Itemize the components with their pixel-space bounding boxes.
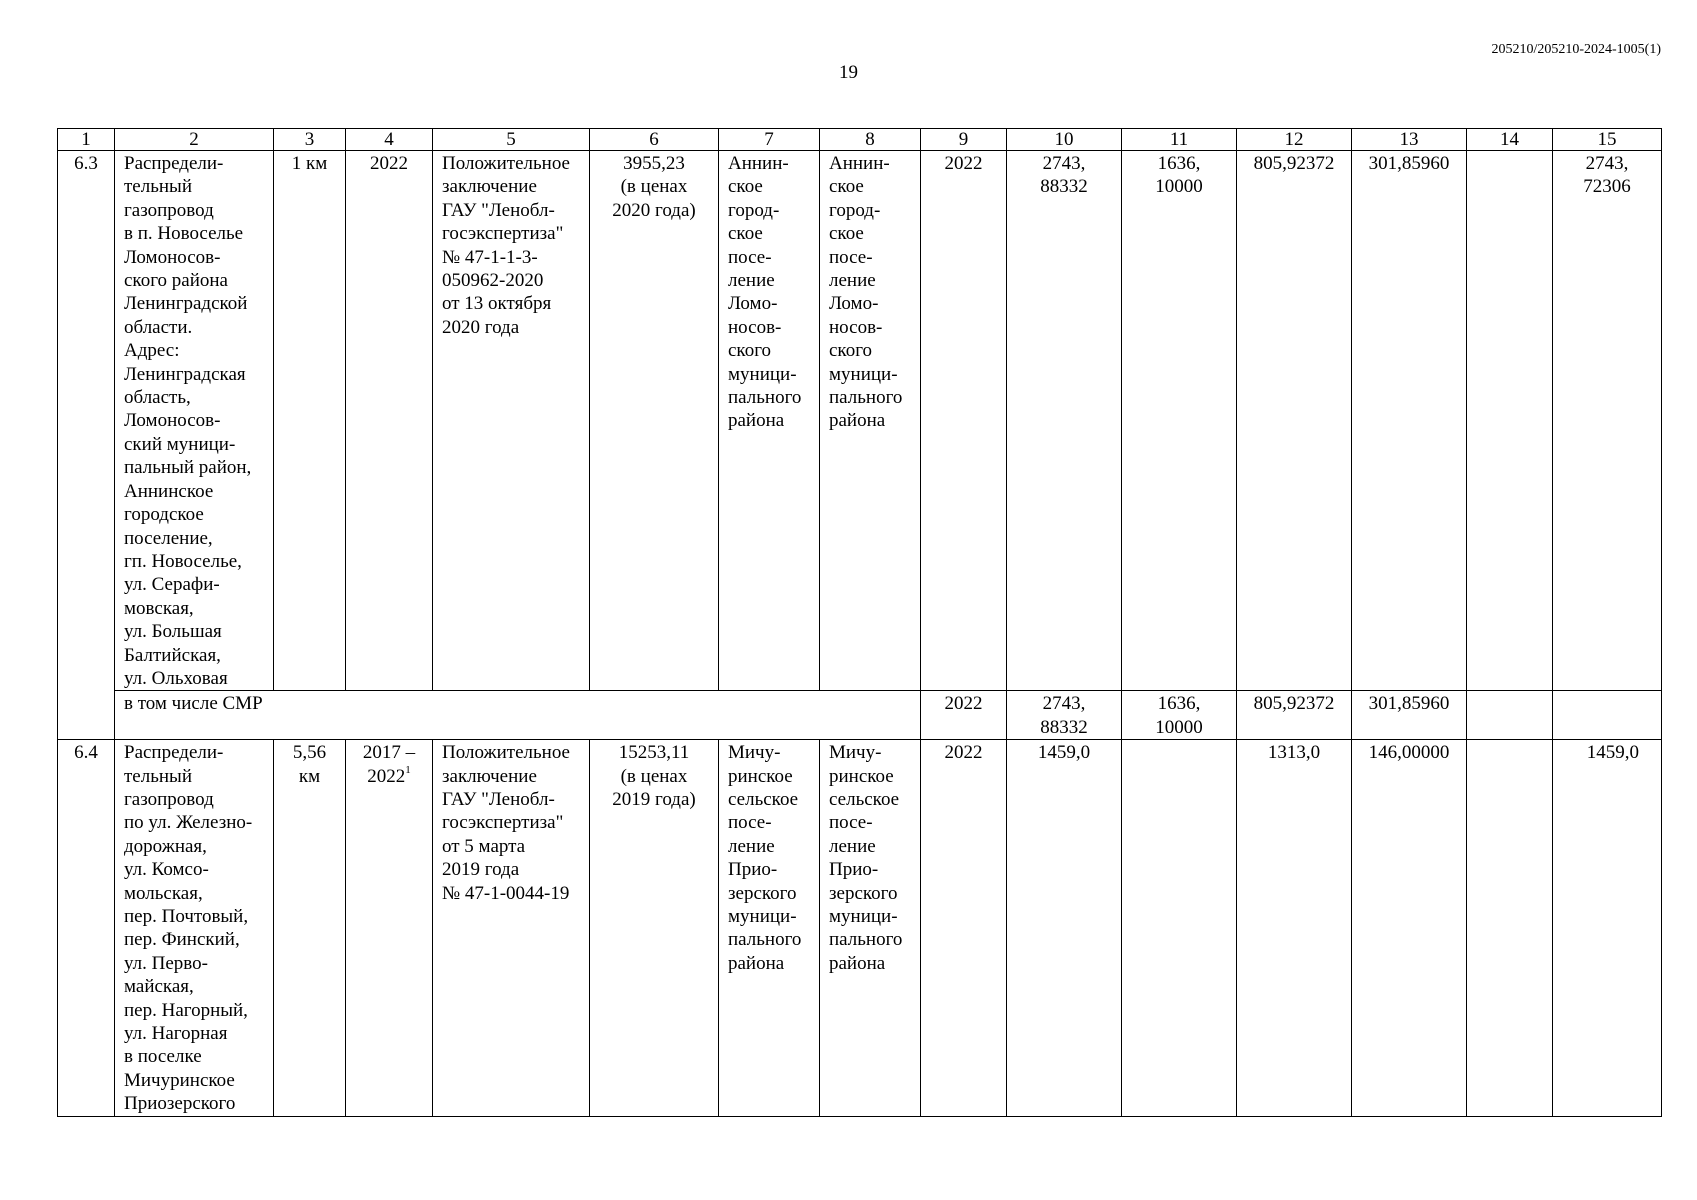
expertise: Положительное заключение ГАУ "Ленобл- госэкспертиза" № 47-1-1-3- 050962-2020 от 13 октября 2020 года [433, 151, 590, 691]
municipality: Аннин- ское город- ское посе- ление Ломо- носов- ского муници- пального района [719, 151, 820, 691]
document-code: 205210/205210-2024-1005(1) [1491, 42, 1661, 57]
municipality: Мичу- ринское сельское посе- ление Прио- зерского муници- пального района [719, 740, 820, 1117]
period-line: 2022 [367, 765, 406, 787]
col-header: 9 [921, 129, 1007, 151]
value-col11: 1636, 10000 [1122, 151, 1237, 691]
year: 2022 [921, 691, 1007, 740]
col-header: 6 [590, 129, 719, 151]
row-number: 6.4 [58, 740, 115, 1117]
municipality: Аннин- ское город- ское посе- ление Ломо- носов- ского муници- пального района [820, 151, 921, 691]
year: 2022 [921, 151, 1007, 691]
col-header: 7 [719, 129, 820, 151]
col-header: 14 [1467, 129, 1553, 151]
col-header: 5 [433, 129, 590, 151]
smr-label: в том числе СМР [115, 691, 921, 740]
value-col11 [1122, 740, 1237, 1117]
row-number: 6.3 [58, 151, 115, 740]
value-col15: 2743, 72306 [1553, 151, 1662, 691]
municipality: Мичу- ринское сельское посе- ление Прио- зерского муници- пального района [820, 740, 921, 1117]
capacity: 1 км [274, 151, 346, 691]
object-name: Распредели- тельный газопровод по ул. Железно- дорожная, ул. Комсо- мольская, пер. Почтовый, пер. Финский, ул. Перво- майская, пер. Нагорный, ул. Нагорная в поселке Мичуринское Приозерского [115, 740, 274, 1117]
value-col14 [1467, 740, 1553, 1117]
value-col13: 301,85960 [1352, 691, 1467, 740]
col-header: 4 [346, 129, 433, 151]
value-col12: 805,92372 [1237, 691, 1352, 740]
period [346, 740, 433, 1117]
col-header: 12 [1237, 129, 1352, 151]
col-header: 15 [1553, 129, 1662, 151]
table-row [58, 151, 1662, 691]
value-col13: 301,85960 [1352, 151, 1467, 691]
table-row [58, 740, 1662, 1117]
col-header: 11 [1122, 129, 1237, 151]
value-col12: 805,92372 [1237, 151, 1352, 691]
column-number-row [58, 129, 1662, 151]
table-row-smr [58, 691, 1662, 740]
period-line: 2017 – [362, 742, 416, 764]
estimated-cost: 15253,11 (в ценах 2019 года) [590, 740, 719, 1117]
object-name: Распредели- тельный газопровод в п. Новоселье Ломоносов- ского района Ленинградской области. Адрес: Ленинградская область, Ломоносов- ский муници- пальный район, Аннинское городское поселение, гп. Новоселье, ул. Серафи- мовская, ул. Большая Балтийская, ул. Ольховая [115, 151, 274, 691]
empty-cell [1553, 691, 1662, 740]
col-header: 2 [115, 129, 274, 151]
investment-table [57, 128, 1662, 1117]
value-col14 [1467, 691, 1553, 740]
value-total: 2743, 88332 [1007, 691, 1122, 740]
estimated-cost: 3955,23 (в ценах 2020 года) [590, 151, 719, 691]
capacity: 5,56 км [274, 740, 346, 1117]
col-header: 8 [820, 129, 921, 151]
col-header: 10 [1007, 129, 1122, 151]
expertise: Положительное заключение ГАУ "Ленобл- госэкспертиза" от 5 марта 2019 года № 47-1-0044-19 [433, 740, 590, 1117]
value-col14 [1467, 151, 1553, 691]
col-header: 1 [58, 129, 115, 151]
footnote-marker: 1 [405, 764, 411, 777]
value-col11: 1636, 10000 [1122, 691, 1237, 740]
page-number: 19 [839, 62, 858, 83]
period: 2022 [346, 151, 433, 691]
col-header: 13 [1352, 129, 1467, 151]
value-col12: 1313,0 [1237, 740, 1352, 1117]
value-total: 2743, 88332 [1007, 151, 1122, 691]
value-col15: 1459,0 [1553, 740, 1662, 1117]
value-col13: 146,00000 [1352, 740, 1467, 1117]
year: 2022 [921, 740, 1007, 1117]
col-header: 3 [274, 129, 346, 151]
value-total: 1459,0 [1007, 740, 1122, 1117]
